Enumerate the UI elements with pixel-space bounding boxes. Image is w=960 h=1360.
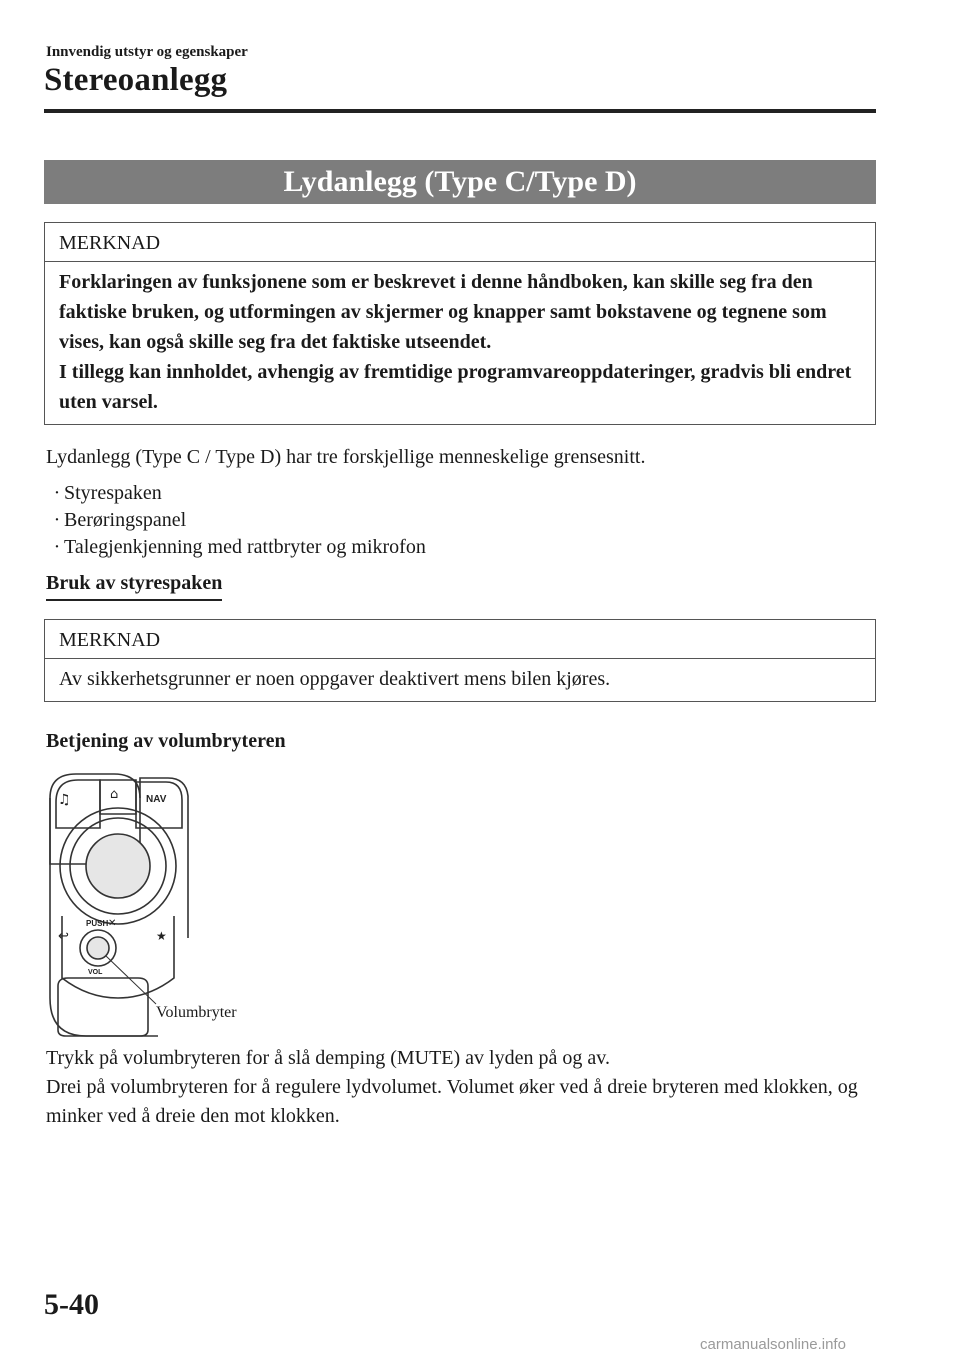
nav-button <box>136 782 182 828</box>
commander-outline-side <box>50 798 158 1036</box>
note-box-disclaimer <box>44 222 876 425</box>
home-icon: ⌂ <box>110 787 119 802</box>
header-rule <box>44 109 876 113</box>
commander-knob-inner <box>86 834 150 898</box>
note-paragraph: Forklaringen av funksjonene som er beskrevet i denne håndboken, kan skille seg fra den faktiske bruken, og utformingen av skjermer og knapper samt bokstavene og tegnene som vises, kan også skille seg fra det faktiske utseendet. <box>59 271 827 353</box>
nav-label: NAV <box>146 794 167 805</box>
section-title: Stereoanlegg <box>44 62 228 98</box>
mute-icon: ✕ <box>108 918 117 929</box>
paragraph: Trykk på volumbryteren for å slå demping (MUTE) av lyden på og av. <box>46 1047 610 1069</box>
note-body <box>45 262 875 424</box>
running-head: Innvendig utstyr og egenskaper <box>46 44 248 60</box>
commander-control-illustration <box>38 768 268 1043</box>
music-note-icon: ♫ <box>58 792 71 808</box>
watermark: carmanualsonline.info <box>700 1336 846 1353</box>
note-paragraph: I tillegg kan innholdet, avhengig av fremtidige programvareoppdateringer, gradvis bli endret uten varsel. <box>59 361 852 413</box>
list-item: · Talegjenkjenning med rattbryter og mikrofon <box>53 536 426 558</box>
note-body: Av sikkerhetsgrunner er noen oppgaver deaktivert mens bilen kjøres. <box>59 668 611 690</box>
push-label: PUSH <box>86 919 109 928</box>
topic-banner: Lydanlegg (Type C/Type D) <box>44 160 876 204</box>
page-number: 5-40 <box>44 1288 99 1321</box>
subheading-commander: Bruk av styrespaken <box>46 572 222 601</box>
note-box-safety <box>44 619 876 702</box>
palm-rest <box>58 978 148 1036</box>
subheading-volume: Betjening av volumbryteren <box>46 730 286 752</box>
interface-list <box>50 480 426 561</box>
volume-switch-callout: Volumbryter <box>156 1004 237 1021</box>
note-heading: MERKNAD <box>45 223 875 262</box>
volume-knob-inner <box>87 937 109 959</box>
paragraph: Drei på volumbryteren for å regulere lydvolumet. Volumet øker ved å dreie bryteren med klokken, og minker ved å dreie den mot klokken. <box>46 1076 858 1127</box>
list-item: · Berøringspanel <box>53 509 187 531</box>
favorites-star-icon: ★ <box>156 929 167 943</box>
vol-label: VOL <box>88 969 103 976</box>
back-icon: ↩ <box>58 929 69 944</box>
intro-text: Lydanlegg (Type C / Type D) har tre forskjellige menneskelige grensesnitt. <box>46 446 646 468</box>
note-heading: MERKNAD <box>45 620 875 659</box>
list-item: · Styrespaken <box>53 482 162 504</box>
volume-instructions <box>46 1044 886 1131</box>
